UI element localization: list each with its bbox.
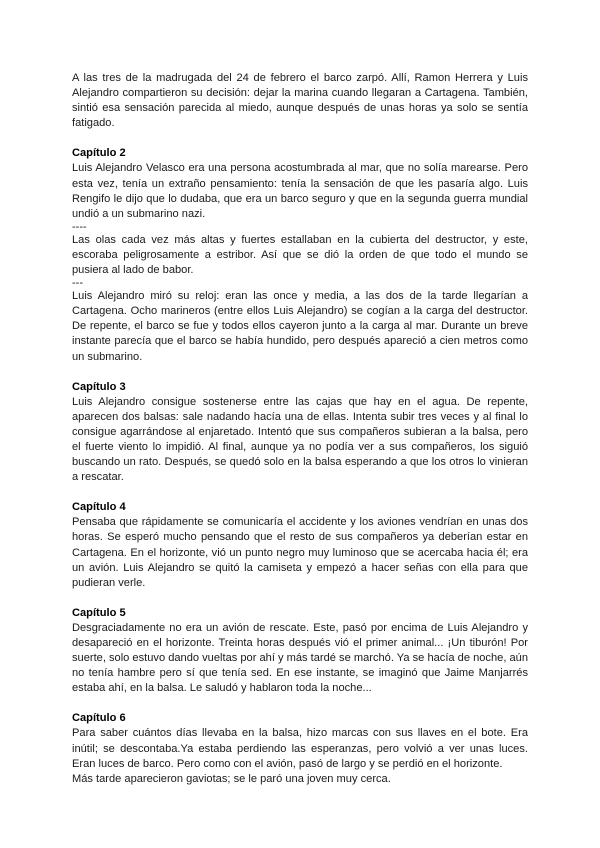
chapter-6-paragraph-1: Para saber cuántos días llevaba en la balsa, hizo marcas con sus llaves en el bote. Era inútil; se descontaba.Ya estaba perdiendo las esperanzas, pero volvió a ver unas luces. Eran luces de barco. Pero como con el avión, pasó de largo y se perdió en el horizonte. bbox=[72, 727, 528, 770]
chapter-3-paragraph-1: Luis Alejandro consigue sostenerse entre las cajas que hay en el agua. De repente, aparecen dos balsas: sale nadando hacía una de ellas. Intenta subir tres veces y al final lo consigue agarrándose al enjaretado. Intentó que sus compañeros subieran a la balsa, pero el fuerte viento lo impidió. Al final, aunque ya no podía ver a sus compañeros, los siguió buscando un rato. Después, se quedó solo en la balsa esperando a que los otros lo vinieran a rescatar. bbox=[72, 395, 528, 484]
intro-paragraph: A las tres de la madrugada del 24 de febrero el barco zarpó. Allí, Ramon Herrera y Luis Alejandro compartieron su decisión: dejar la marina cuando llegaran a Cartagena. También, sintió esa sensación parecida al miedo, aunque después de unas horas ya solo se sentía fatigado. bbox=[72, 72, 528, 130]
document-body bbox=[72, 71, 528, 787]
chapter-2-paragraph-3: Luis Alejandro miró su reloj: eran las once y media, a las dos de la tarde llegarían a Cartagena. Ocho marineros (entre ellos Luis Alejandro) se cogían a la carga del destructor. De repente, el barco se fue y todos ellos cayeron junto a la carga al mar. Durante un breve instante parecía que el barco se había hundido, pero después apareció a cien metros como un submarino. bbox=[72, 290, 528, 363]
chapter-4-title: Capítulo 4 bbox=[72, 501, 126, 514]
chapter-6-paragraph-2: Más tarde aparecieron gaviotas; se le paró una joven muy cerca. bbox=[72, 772, 391, 785]
chapter-3-title: Capítulo 3 bbox=[72, 380, 126, 393]
chapter-5-paragraph-1: Desgraciadamente no era un avión de rescate. Este, pasó por encima de Luis Alejandro y desapareció en el horizonte. Treinta horas después vió el primer animal... ¡Un tiburón! Por suerte, solo estuvo dando vueltas por ahí y más tardé se marchó. Ya se hacía de noche, aún no tenía hambre pero sí que tenía sed. En ese instante, se imaginó que Jaime Manjarrés estaba ahí, en la balsa. Le saludó y hablaron toda la noche... bbox=[72, 621, 528, 695]
chapter-6-title: Capítulo 6 bbox=[72, 712, 126, 725]
chapter-2-title: Capítulo 2 bbox=[72, 147, 126, 160]
scene-separator: --- bbox=[72, 277, 83, 290]
scene-separator: ---- bbox=[72, 220, 87, 233]
chapter-2-paragraph-2: Las olas cada vez más altas y fuertes estallaban en la cubierta del destructor, y este, escoraba peligrosamente a estribor. Así que se dió la orden de que todo el mundo se pusiera al lado de babor. bbox=[72, 233, 528, 277]
chapter-4-paragraph-1: Pensaba que rápidamente se comunicaría el accidente y los aviones vendrían en unas dos horas. Se esperó mucho pensando que el resto de sus compañeros ya deberían estar en Cartagena. En el horizonte, vió un punto negro muy luminoso que se acercaba hacia él; era un avión. Luis Alejandro se quitó la camiseta y empezó a hacer señas con ella para que pudieran verle. bbox=[72, 516, 528, 589]
chapter-5-title: Capítulo 5 bbox=[72, 606, 126, 619]
chapter-2-paragraph-1: Luis Alejandro Velasco era una persona acostumbrada al mar, que no solía marearse. Pero esta vez, tenía un extraño pensamiento: tenía la sensación de que les pasaría algo. Luis Rengifo le dijo que lo dudaba, que era un barco seguro y que en la segunda guerra mundial undió a un submarino nazi. bbox=[72, 162, 528, 220]
